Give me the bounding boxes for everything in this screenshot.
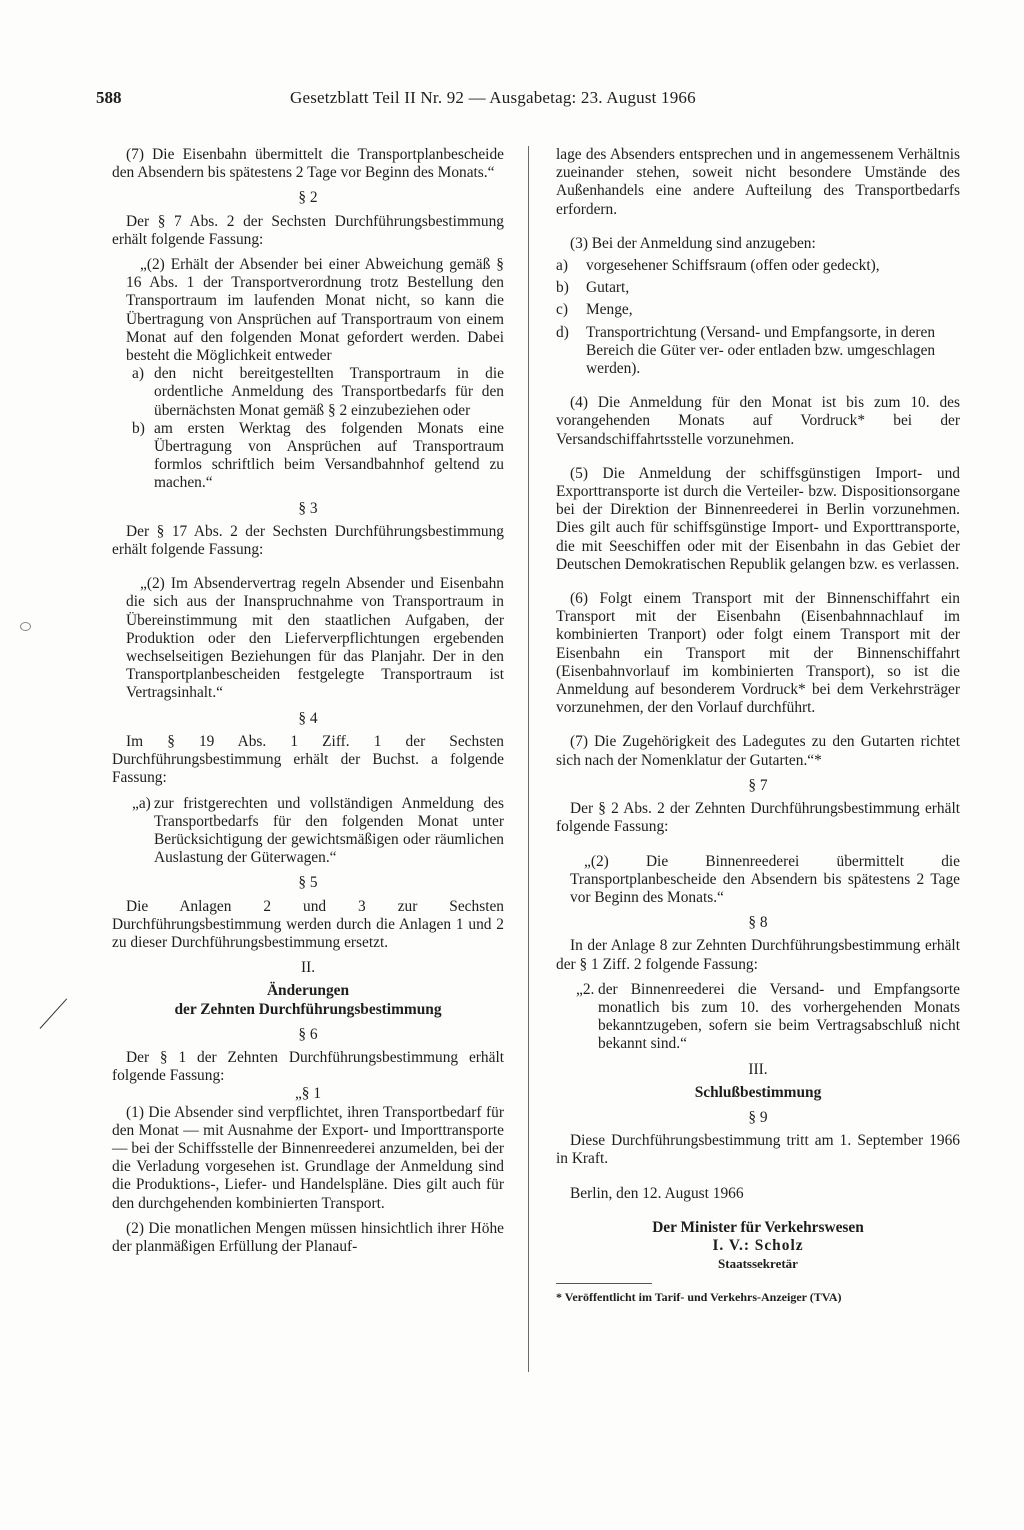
section-heading-2: § 2 (298, 189, 318, 207)
footnote-rule (556, 1283, 652, 1284)
section-2-item-a (126, 365, 504, 420)
list-item-label: b) (556, 279, 569, 297)
column-divider (528, 146, 529, 1372)
right-column (556, 146, 960, 1307)
item-label: b) (132, 419, 145, 437)
section-6-paragraph-2: (2) Die monatlichen Mengen müssen hinsichtlich ihrer Höhe der planmäßigen Erfüllung der Planauf- (112, 1219, 504, 1255)
section-9-text: Diese Durchführungsbestimmung tritt am 1. September 1966 in Kraft. (556, 1132, 960, 1168)
item-text: zur fristgerechten und vollständigen Anmeldung des Transportbedarfs für den folgenden Monat unter Berücksichtigung der gewichtsmäßigen oder räumlichen Auslastung der Güterwagen.“ (154, 794, 504, 867)
left-column (112, 146, 504, 1256)
list-item-text: Gutart, (586, 279, 630, 297)
part-3-title: Schlußbestimmung (694, 1083, 822, 1101)
section-heading-9: § 9 (748, 1108, 768, 1126)
paragraph-5: (5) Die Anmeldung der schiffsgünstigen Import- und Exporttransporte ist durch die Verteiler- bzw. Dispositionsorgane bei der Direktion der Binnenreederei in Berlin vorzunehmen. Dies gilt auch für schiffsgünstige Import- und Exporttransporte, die mit Seeschiffen oder mit der Eisenbahn in das Gebiet der Deutschen Demokratischen Republik gelangen bzw. es verlassen. (556, 464, 960, 573)
section-3-quote: „(2) Im Absendervertrag regeln Absender und Eisenbahn die sich aus der Inanspruchnahme von Transportraum in Übereinstimmung mit den staatlichen Aufgaben, der Produktion oder den Lieferverpflichtungen ergebenden wechselseitigen Beziehungen für das Planjahr. Der in den Transportplanbescheiden festgelegte Transportraum ist Vertragsinhalt.“ (126, 575, 504, 702)
section-2-item-b (126, 420, 504, 493)
part-3-numeral: III. (748, 1060, 768, 1078)
item-text: der Binnenreederei die Versand- und Empfangsorte monatlich bis zum 10. des vorhergehenden Monats bekanntzugeben, sofern sie beim Vertragsabschluß nicht bekannt sind.“ (598, 980, 960, 1053)
section-8-item-2 (570, 981, 960, 1054)
item-label: a) (132, 365, 144, 383)
section-heading-8: § 8 (748, 914, 768, 932)
footnote: * Veröffentlicht im Tarif- und Verkehrs-Anzeiger (TVA) (556, 1290, 842, 1305)
section-heading-3: § 3 (298, 499, 318, 517)
section-7-intro: Der § 2 Abs. 2 der Zehnten Durchführungsbestimmung erhält folgende Fassung: (556, 800, 960, 836)
list-item-label: c) (556, 301, 568, 319)
list-item (556, 301, 960, 319)
place-and-date: Berlin, den 12. August 1966 (570, 1184, 744, 1202)
paragraph-7: (7) Die Eisenbahn übermittelt die Transportplanbescheide den Absendern bis spätestens 2 Tage vor Beginn des Monats.“ (112, 146, 504, 182)
section-heading-7: § 7 (748, 776, 768, 794)
signatory-title: Der Minister für Verkehrswesen (652, 1218, 864, 1236)
part-2-title-line-1: Änderungen (266, 982, 350, 1000)
list-item (556, 324, 960, 379)
list-item (556, 257, 960, 275)
item-label: „a) (132, 794, 151, 812)
section-2-intro: Der § 7 Abs. 2 der Sechsten Durchführungsbestimmung erhält folgende Fassung: (112, 212, 504, 248)
section-5-text: Die Anlagen 2 und 3 zur Sechsten Durchführungsbestimmung werden durch die Anlagen 1 und 2 zu dieser Durchführungsbestimmung ersetzt. (112, 897, 504, 951)
section-6-quote-heading: „§ 1 (294, 1085, 322, 1103)
paragraph-3: (3) Bei der Anmeldung sind anzugeben: (570, 234, 816, 252)
section-heading-4: § 4 (298, 709, 318, 727)
margin-pencil-mark (40, 998, 68, 1028)
item-label: „2. (576, 980, 595, 998)
signatory-name: I. V.: Scholz (712, 1236, 804, 1254)
item-text: den nicht bereitgestellten Transportraum in die ordentliche Anmeldung des Transportbedarfs für den übernächsten Monat gemäß § 2 einzubeziehen oder (154, 365, 504, 419)
paragraph-4: (4) Die Anmeldung für den Monat ist bis zum 10. des vorangehenden Monats auf Vordruck* bei der Versandschiffahrtsstelle vorzunehmen. (556, 394, 960, 448)
section-3-intro: Der § 17 Abs. 2 der Sechsten Durchführungsbestimmung erhält folgende Fassung: (112, 522, 504, 559)
list-item-label: d) (556, 323, 569, 341)
paragraph-7-right: (7) Die Zugehörigkeit des Ladegutes zu den Gutarten richtet sich nach der Nomenklatur der Gutarten.“* (556, 733, 960, 769)
section-7-quote: „(2) Die Binnenreederei übermittelt die Transportplanbescheide den Absendern bis spätestens 2 Tage vor Beginn des Monats.“ (570, 852, 960, 906)
section-8-intro: In der Anlage 8 zur Zehnten Durchführungsbestimmung erhält der § 1 Ziff. 2 folgende Fassung: (556, 937, 960, 973)
item-text: am ersten Werktag des folgenden Monats eine Übertragung von Ansprüchen auf Transportraum formlos schriftlich beim Versandbahnhof geltend zu machen.“ (154, 419, 504, 492)
paragraph-6: (6) Folgt einem Transport mit der Binnenschiffahrt ein Transport mit der Eisenbahn (Eisenbahnnachlauf im kombinierten Tranport) oder folgt einem Transport mit der Eisenbahn ein Transport mit der Binnenschiffahrt (Eisenbahnvorlauf im kombinierten Transport), so ist die Anmeldung auf besonderem Vordruck* bei dem Verkehrsträger vorzunehmen, der den Vorlauf durchführt. (556, 590, 960, 717)
part-2-numeral: II. (300, 959, 316, 977)
signatory-role: Staatssekretär (718, 1256, 798, 1272)
section-heading-6: § 6 (298, 1025, 318, 1043)
paragraph-3-list (556, 257, 960, 378)
list-item-text: Menge, (586, 301, 633, 319)
section-2-quote: „(2) Erhält der Absender bei einer Abweichung gemäß § 16 Abs. 1 der Transportverordnung trotz Bestellung den Transportraum im laufenden Monat nicht, so kann die Übertragung von Ansprüchen auf Transportraum von einem Monat auf den folgenden Monat gefordert werden. Dabei besteht die Möglichkeit entweder (126, 256, 504, 365)
page-header (96, 88, 926, 112)
list-item-label: a) (556, 257, 568, 275)
scan-speck (20, 622, 31, 631)
list-item (556, 279, 960, 297)
list-item-text: vorgesehener Schiffsraum (offen oder gedeckt), (586, 257, 880, 275)
part-2-title-line-2: der Zehnten Durchführungsbestimmung (174, 1000, 442, 1018)
page-number: 588 (96, 88, 122, 107)
section-6-intro: Der § 1 der Zehnten Durchführungsbestimmung erhält folgende Fassung: (112, 1048, 504, 1085)
running-head: Gesetzblatt Teil II Nr. 92 — Ausgabetag: 23. August 1966 (290, 88, 696, 107)
continued-paragraph: lage des Absenders entsprechen und in angemessenem Verhältnis zueinander stehen, soweit nicht besondere Umstände des Außenhandels eine andere Aufteilung des Transportbedarfs erfordern. (556, 146, 960, 218)
list-item-text: Transportrichtung (Versand- und Empfangsorte, in deren Bereich die Güter ver- oder entladen bzw. umgeschlagen werden). (586, 323, 936, 378)
section-4-intro: Im § 19 Abs. 1 Ziff. 1 der Sechsten Durchführungsbestimmung erhält der Buchst. a folgende Fassung: (112, 732, 504, 787)
section-heading-5: § 5 (298, 874, 318, 892)
section-6-paragraph-1: (1) Die Absender sind verpflichtet, ihren Transportbedarf für den Monat — mit Ausnahme der Export- und Importtransporte — bei der Schiffsstelle der Binnenreederei anzumelden, bei der die Verladung vorgesehen ist. Grundlage der Anmeldung sind die Produktions-, Liefer- und Handelspläne. Dies gilt auch für den durchgehenden kombinierten Transport. (112, 1103, 504, 1212)
section-4-item-a (126, 795, 504, 868)
